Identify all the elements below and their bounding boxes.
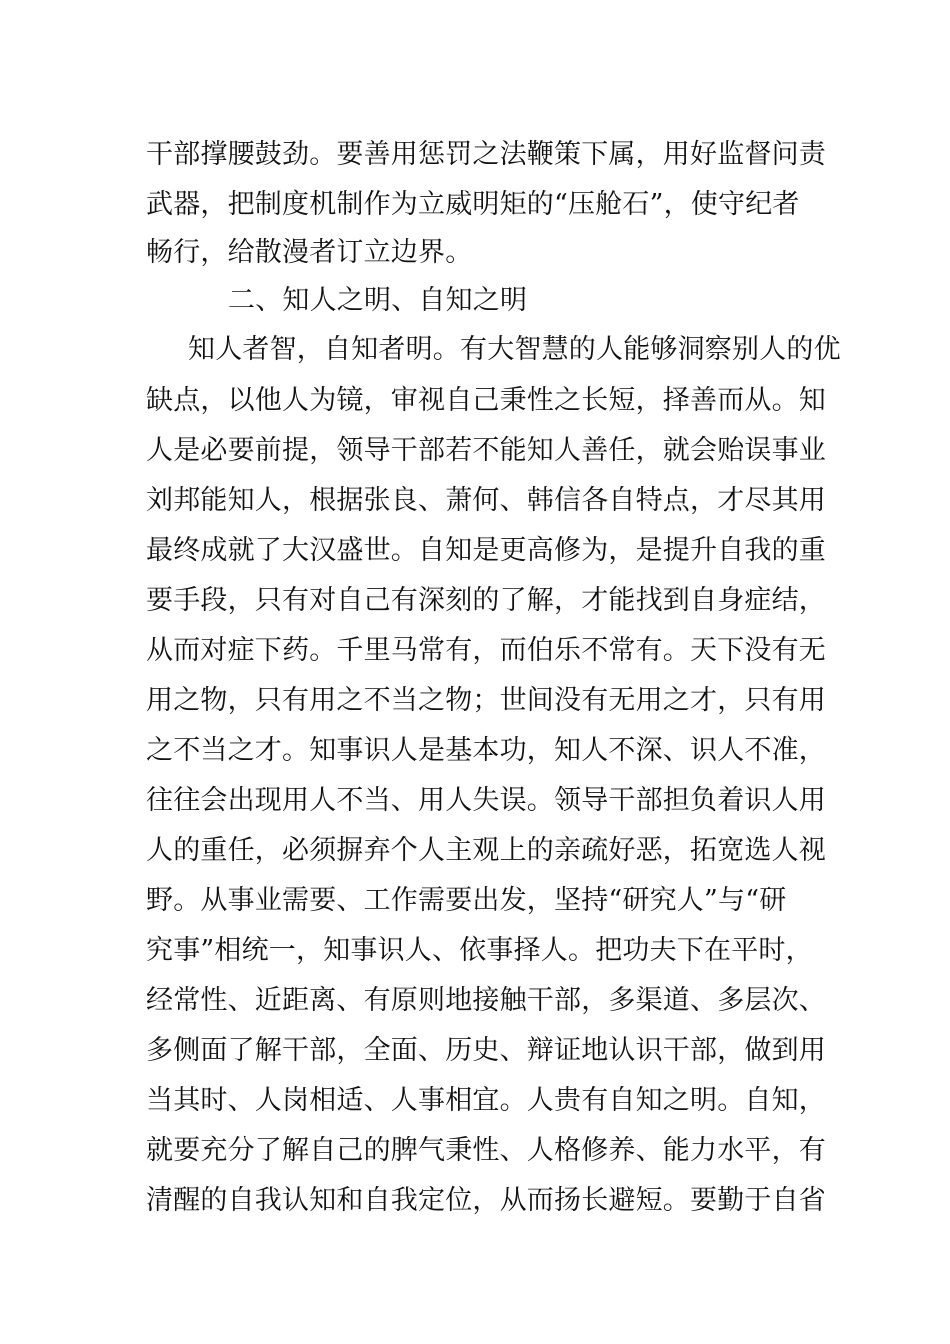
text-line-12: 用之物，只有用之不当之物；世间没有无用之才，只有用 [146, 685, 826, 716]
text-line-20: 当其时、人岗相适、人事相宜。人贵有自知之明。自知， [146, 1085, 826, 1116]
text-line-5: 知人者智，自知者明。有大智慧的人能够洞察别人的优 [188, 334, 841, 365]
text-line-3: 畅行，给散漫者订立边界。 [146, 237, 473, 268]
text-line-1: 干部撑腰鼓劲。要善用惩罚之法鞭策下属，用好监督问责 [146, 139, 826, 170]
text-line-14: 往往会出现用人不当、用人失误。领导干部担负着识人用 [146, 785, 826, 816]
text-line-7: 人是必要前提，领导干部若不能知人善任，就会贻误事业 [146, 435, 826, 466]
text-line-13: 之不当之才。知事识人是基本功，知人不深、识人不准， [146, 735, 826, 766]
text-line-17: 究事”相统一，知事识人、依事择人。把功夫下在平时， [146, 935, 813, 966]
text-line-19: 多侧面了解干部，全面、历史、辩证地认识干部，做到用 [146, 1035, 826, 1066]
text-line-9: 最终成就了大汉盛世。自知是更高修为，是提升自我的重 [146, 535, 826, 566]
text-line-6: 缺点，以他人为镜，审视自己秉性之长短，择善而从。知 [146, 385, 826, 416]
text-line-11: 从而对症下药。千里马常有，而伯乐不常有。天下没有无 [146, 635, 826, 666]
text-line-8: 刘邦能知人，根据张良、萧何、韩信各自特点，才尽其用 [146, 485, 826, 516]
text-line-21: 就要充分了解自己的脾气秉性、人格修养、能力水平，有 [146, 1135, 826, 1166]
text-line-18: 经常性、近距离、有原则地接触干部，多渠道、多层次、 [146, 985, 826, 1016]
text-line-16: 野。从事业需要、工作需要出发，坚持“研究人”与“研 [146, 885, 787, 916]
text-line-2: 武器，把制度机制作为立威明矩的“压舱石”，使守纪者 [146, 189, 800, 220]
text-line-15: 人的重任，必须摒弃个人主观上的亲疏好恶，拓宽选人视 [146, 835, 826, 866]
text-line-10: 要手段，只有对自己有深刻的了解，才能找到自身症结， [146, 585, 826, 616]
text-line-22: 清醒的自我认知和自我定位，从而扬长避短。要勤于自省 [146, 1185, 826, 1216]
section-heading: 二、知人之明、自知之明 [228, 285, 528, 316]
